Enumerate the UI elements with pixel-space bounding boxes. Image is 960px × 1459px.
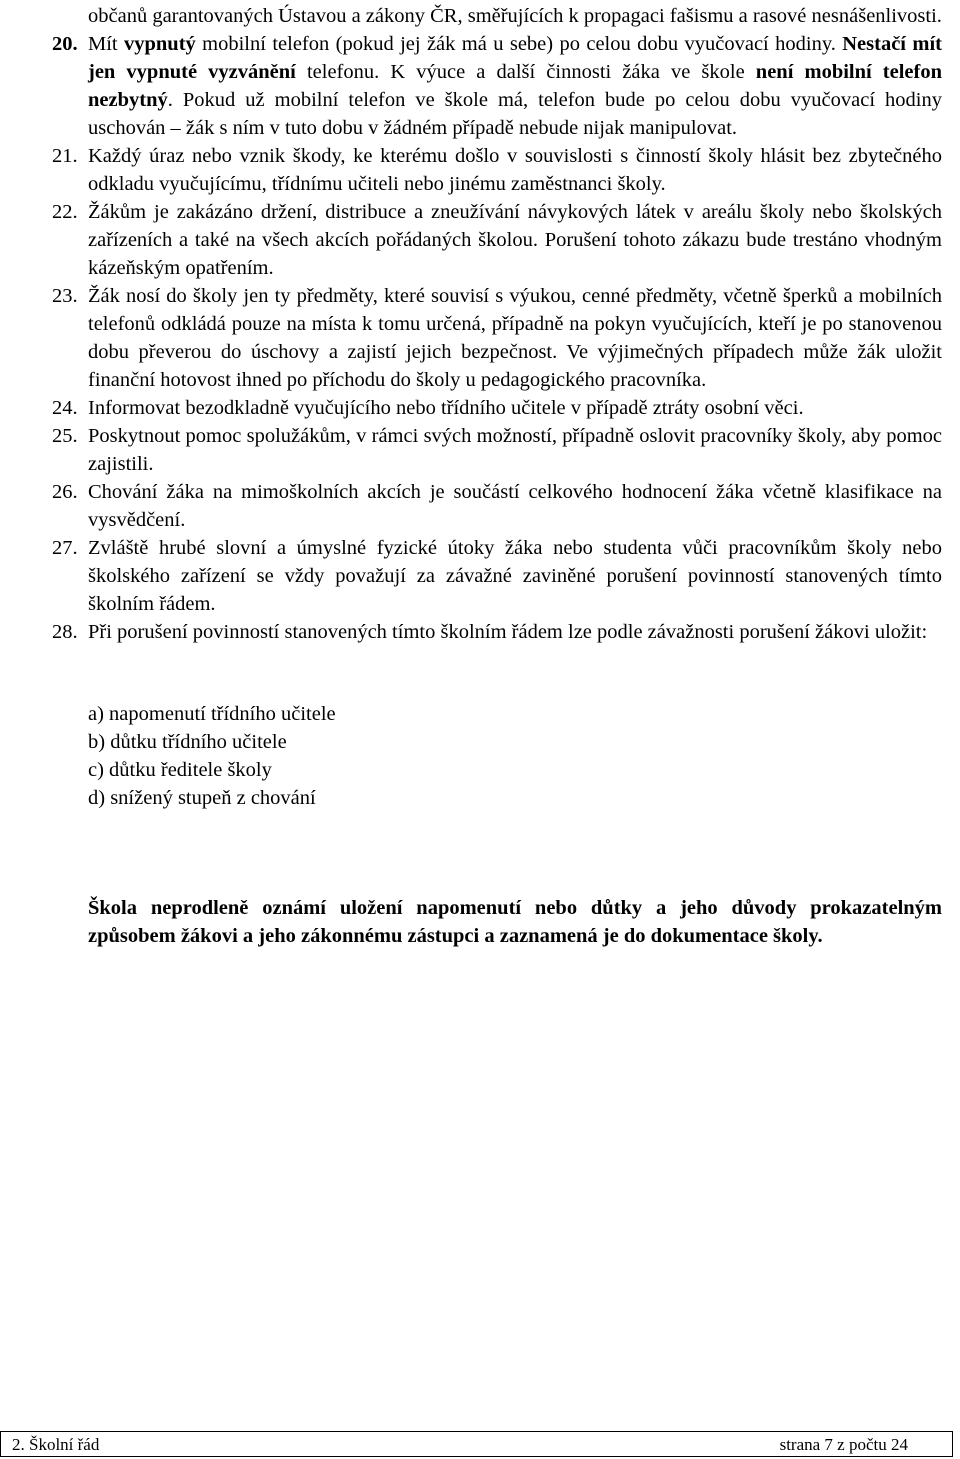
rule-number: 22. bbox=[52, 201, 78, 223]
rule-item bbox=[52, 2, 942, 30]
page-footer bbox=[0, 1431, 953, 1457]
rule-text: Mít bbox=[88, 33, 124, 55]
rule-text: mobilní telefon (pokud jej žák má u sebe) po celou dobu vyučovací hodiny. bbox=[195, 33, 843, 55]
footer-document-title: 2. Školní řád bbox=[12, 1435, 100, 1454]
rule-text: Poskytnout pomoc spolužákům, v rámci svých možností, případně oslovit pracovníky školy, aby pomoc zajistili. bbox=[88, 425, 942, 475]
rule-text: Informovat bezodkladně vyučujícího nebo třídního učitele v případě ztráty osobní věci. bbox=[88, 397, 804, 419]
rule-text: Každý úraz nebo vznik škody, ke kterému došlo v souvislosti s činností školy hlásit bez zbytečného odkladu vyučujícímu, třídnímu učiteli nebo jinému zaměstnanci školy. bbox=[88, 145, 942, 195]
spacer bbox=[52, 646, 942, 700]
rule-item bbox=[52, 282, 942, 394]
rule-item bbox=[52, 198, 942, 282]
rule-item bbox=[52, 422, 942, 478]
rules-list bbox=[52, 2, 942, 646]
rule-item bbox=[52, 534, 942, 618]
rule-text: telefonu. K výuce a další činnosti žáka ve škole bbox=[295, 61, 756, 83]
measure-item: b) důtku třídního učitele bbox=[88, 731, 287, 753]
rule-number: 28. bbox=[52, 621, 78, 643]
measure-item: c) důtku ředitele školy bbox=[88, 759, 272, 781]
rule-item bbox=[52, 30, 942, 142]
rule-text-bold: není mobilní telefon nezbytný bbox=[88, 61, 943, 111]
rule-number: 23. bbox=[52, 285, 78, 307]
rule-text: Žák nosí do školy jen ty předměty, které souvisí s výukou, cenné předměty, včetně šperků a mobilních telefonů odkládá pouze na místa k tomu určená, případně na pokyn vyučujících, kteří je po stanovenou dobu převerou do úschovy a zajistí jejich bezpečnost. Ve výjimečných případech může žák uložit finanční hotovost ihned po příchodu do školy u pedagogického pracovníka. bbox=[88, 285, 942, 391]
rule-text: Při porušení povinností stanovených tímto školním řádem lze podle závažnosti porušení žákovi uložit: bbox=[88, 621, 928, 643]
footer-page-number: strana 7 z počtu 24 bbox=[779, 1435, 908, 1454]
rule-number: 24. bbox=[52, 397, 78, 419]
rules-content bbox=[52, 2, 942, 950]
rule-text: . Pokud už mobilní telefon ve škole má, telefon bude po celou dobu vyučovací hodiny uschován – žák s ním v tuto dobu v žádném případě nebude nijak manipulovat. bbox=[88, 89, 942, 139]
rule-number: 26. bbox=[52, 481, 78, 503]
rule-number: 21. bbox=[52, 145, 78, 167]
rule-text: Chování žáka na mimoškolních akcích je součástí celkového hodnocení žáka včetně klasifikace na vysvědčení. bbox=[88, 481, 942, 531]
rule-text-bold: vypnutý bbox=[124, 33, 196, 55]
rule-item bbox=[52, 142, 942, 198]
measure-item: d) snížený stupeň z chování bbox=[88, 787, 316, 809]
rule-item bbox=[52, 478, 942, 534]
rule-number: 20. bbox=[52, 33, 78, 55]
spacer bbox=[52, 812, 942, 894]
disciplinary-measures-list bbox=[52, 700, 942, 812]
notice-paragraph: Škola neprodleně oznámí uložení napomenutí nebo důtky a jeho důvody prokazatelným způsobem žákovi a jeho zákonnému zástupci a zaznamená je do dokumentace školy. bbox=[88, 897, 942, 947]
rule-number: 25. bbox=[52, 425, 78, 447]
rule-text: občanů garantovaných Ústavou a zákony ČR, směřujících k propagaci fašismu a rasové nesnášenlivosti. bbox=[88, 5, 942, 27]
rule-item bbox=[52, 394, 942, 422]
rule-text: Zvláště hrubé slovní a úmyslné fyzické útoky žáka nebo studenta vůči pracovníkům školy nebo školského zařízení se vždy považují za závažné zaviněné porušení povinností stanovených tímto školním řádem. bbox=[88, 537, 942, 615]
rule-text: Žákům je zakázáno držení, distribuce a zneužívání návykových látek v areálu školy nebo školských zařízeních a také na všech akcích pořádaných školou. Porušení tohoto zákazu bude trestáno vhodným kázeňským opatřením. bbox=[88, 201, 942, 279]
rule-text-bold: Nestačí mít jen vypnuté vyzvánění bbox=[88, 33, 942, 83]
rule-item bbox=[52, 618, 942, 646]
measure-item: a) napomenutí třídního učitele bbox=[88, 703, 336, 725]
rule-number: 27. bbox=[52, 537, 78, 559]
